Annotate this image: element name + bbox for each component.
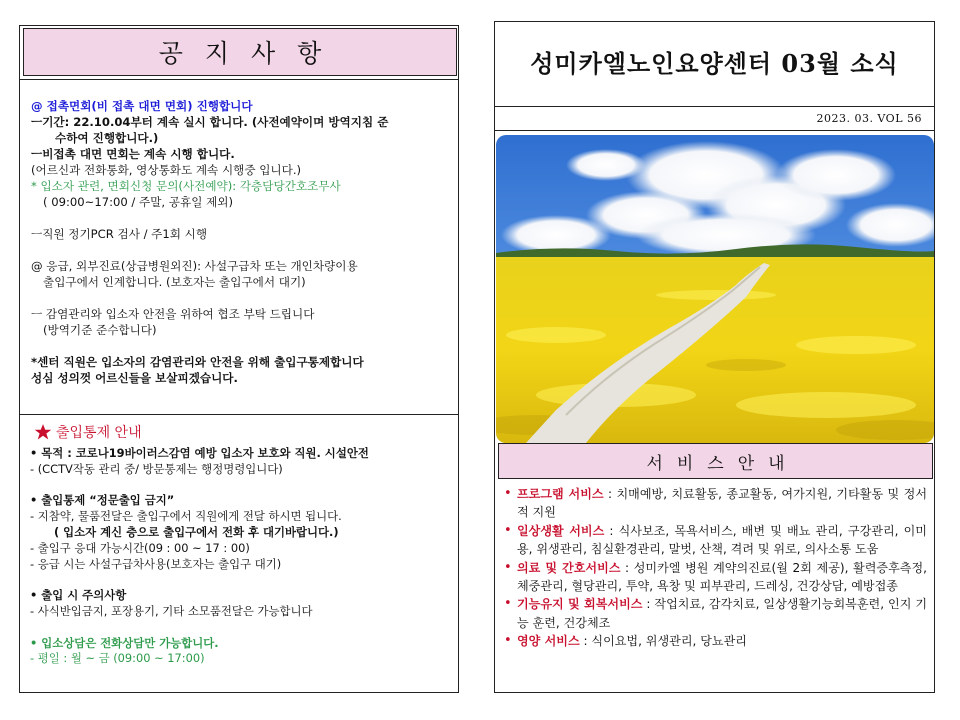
star-icon [34, 423, 52, 441]
entry-control-line: - 응급 시는 사설구급차사용(보호자는 출입구 대기) [30, 556, 282, 571]
service-item [503, 559, 927, 596]
service-description: : 식이요법, 위생관리, 당뇨관리 [579, 634, 747, 649]
service-description: : 치매예방, 치료활동, 종교활동, 여가지원, 기타활동 및 정서적 지원 [517, 487, 927, 520]
volume-divider [495, 130, 934, 131]
service-description: : 식사보조, 목욕서비스, 배변 및 배뇨 관리, 구강관리, 이미용, 위생관리, 침실환경관리, 말벗, 산책, 격려 및 위로, 의사소통 도움 [517, 523, 927, 557]
notice-line: ㅡ 감염관리와 입소자 안전을 위하여 협조 부탁 드립니다 [31, 307, 315, 321]
entry-control-title: 출입통제 안내 [56, 425, 142, 441]
spacer [30, 620, 454, 636]
entry-control-line: - (CCTV작동 관리 중/ 방문통제는 행정명령입니다) [30, 461, 283, 476]
notice-line: 출입구에서 인계합니다. (보호자는 출입구에서 대기) [43, 275, 306, 289]
service-list [503, 485, 927, 651]
entry-control-line: • 목적 : 코로나19바이러스감염 예방 입소자 보호와 직원. 시설안전 [30, 446, 369, 460]
notice-line: ㅡ비접촉 대면 면회는 계속 시행 합니다. [31, 147, 235, 161]
notice-line: @ 접촉면회(비 접촉 대면 면회) 진행합니다 [31, 99, 253, 113]
notice-line: *센터 직원은 입소자의 감염관리와 안전을 위해 출입구통제합니다 [31, 355, 364, 369]
service-description: : 작업치료, 감각치료, 일상생활기능회복훈련, 인지 기능 훈련, 건강체조 [517, 597, 927, 630]
service-item [503, 522, 927, 559]
spacer [31, 338, 451, 354]
rapeseed-field-photo [496, 135, 934, 443]
newsletter-title: 성미카엘노인요양센터 03월 소식 [530, 49, 899, 78]
service-item [503, 485, 927, 522]
notice-line: 성심 성의껏 어르신들을 보살피겠습니다. [31, 371, 238, 385]
entry-control-line: • 출입 시 주의사항 [30, 588, 127, 603]
service-name: 의료 및 간호서비스 [517, 560, 621, 575]
notice-line: * 입소자 관련, 면회신청 문의(사전예약): 각층담당간호조무사 [31, 179, 341, 193]
title-divider [495, 106, 934, 107]
service-description: : 성미카엘 병원 계약의진료(월 2회 제공), 활력증후측정, 체중관리, 혈당관리, 투약, 욕창 및 피부관리, 드레싱, 건강상담, 예방접종 [517, 560, 927, 594]
spacer [31, 210, 451, 226]
entry-control-line: ( 입소자 계신 층으로 출입구에서 전화 후 대기바랍니다.) [54, 524, 339, 539]
notice-title-box [23, 28, 457, 76]
entry-control-heading [34, 422, 142, 442]
service-name: 기능유지 및 회복서비스 [517, 597, 643, 612]
spacer [30, 478, 454, 494]
spacer [30, 572, 454, 588]
service-item [503, 595, 927, 632]
volume-label: 2023. 03. VOL 56 [816, 112, 922, 125]
notice-line: ㅡ기간: 22.10.04부터 계속 실시 합니다. (사전예약이며 방역지침 준 [31, 115, 389, 129]
service-name: 프로그램 서비스 [517, 487, 604, 501]
notice-panel [19, 25, 459, 693]
spacer [31, 242, 451, 258]
entry-control-line: • 입소상담은 전화상담만 가능합니다. [30, 635, 219, 650]
section-divider [20, 414, 458, 415]
notice-title: 공지사항 [158, 39, 344, 68]
entry-control-line: - 평일 : 월 ~ 금 (09:00 ~ 17:00) [30, 651, 205, 666]
spacer [31, 290, 451, 306]
entry-control-line: - 사식반입금지, 포장용기, 기타 소모품전달은 가능합니다 [30, 603, 313, 618]
notice-line: ㅡ직원 정기PCR 검사 / 주1회 시행 [31, 227, 208, 241]
service-title: 서비스안내 [646, 453, 799, 474]
notice-line: (어르신과 전화통화, 영상통화도 계속 시행중 입니다.) [31, 163, 302, 177]
entry-control-body [30, 446, 454, 667]
entry-control-line: • 출입통제 “정문출입 금지” [30, 493, 175, 508]
service-item [503, 632, 927, 650]
notice-line: (방역기준 준수합니다) [43, 323, 157, 337]
service-name: 일상생활 서비스 [517, 523, 605, 538]
service-title-box [498, 443, 933, 479]
entry-control-line: - 지참약, 물품전달은 출입구에서 직원에게 전달 하시면 됩니다. [30, 509, 342, 524]
notice-line: ( 09:00~17:00 / 주말, 공휴일 제외) [43, 195, 233, 209]
newsletter-panel [494, 21, 935, 693]
notice-body [31, 98, 451, 386]
notice-divider [20, 79, 458, 80]
service-name: 영양 서비스 [517, 634, 580, 649]
notice-line: @ 응급, 외부진료(상급병원외진): 사설구급차 또는 개인차량이용 [31, 259, 358, 273]
notice-line: 수하여 진행합니다.) [55, 131, 159, 145]
entry-control-line: - 출입구 응대 가능시간(09 : 00 ~ 17 : 00) [30, 540, 250, 555]
